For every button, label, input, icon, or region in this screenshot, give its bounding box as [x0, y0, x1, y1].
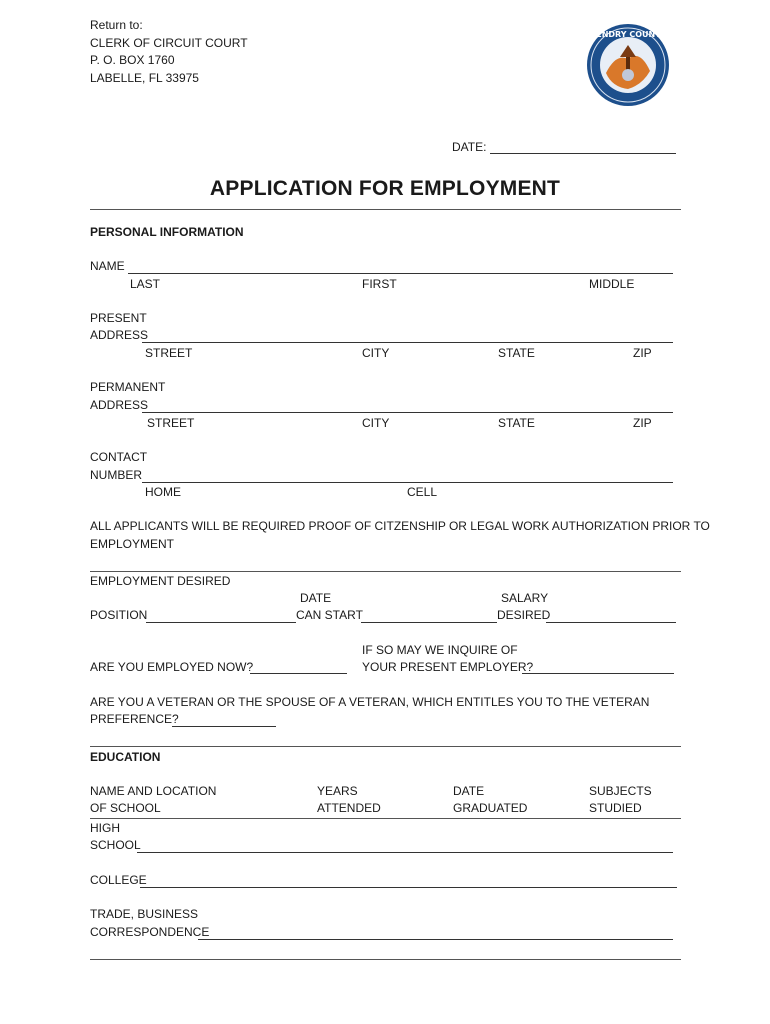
edu-col-school-2: OF SCHOOL	[90, 801, 161, 815]
edu-col-years-2: ATTENDED	[317, 801, 381, 815]
page-title: APPLICATION FOR EMPLOYMENT	[209, 177, 561, 200]
present-city-label: CITY	[362, 346, 390, 360]
edu-col-graduated-2: GRADUATED	[453, 801, 528, 815]
present-address-label-1: PRESENT	[90, 311, 147, 325]
return-city: LABELLE, FL 33975	[90, 71, 199, 85]
permanent-street-label: STREET	[147, 416, 195, 430]
college-field[interactable]	[140, 887, 677, 888]
return-po-box: P. O. BOX 1760	[90, 53, 175, 67]
present-state-label: STATE	[498, 346, 535, 360]
education-header-divider	[90, 818, 681, 819]
county-seal-logo	[586, 23, 670, 107]
name-label: NAME	[90, 259, 125, 273]
section-divider	[90, 571, 681, 572]
trade-label-1: TRADE, BUSINESS	[90, 907, 199, 921]
can-start-field[interactable]	[361, 622, 497, 623]
date-label: DATE:	[452, 140, 487, 154]
can-start-label: CAN START	[296, 608, 363, 622]
high-school-field[interactable]	[137, 852, 673, 853]
salary-desired-field[interactable]	[546, 622, 676, 623]
personal-heading: PERSONAL INFORMATION	[90, 225, 244, 239]
name-last-label: LAST	[130, 277, 161, 291]
date-field[interactable]	[490, 153, 676, 154]
contact-cell-label: CELL	[407, 485, 438, 499]
bottom-divider	[90, 959, 681, 960]
contact-label-1: CONTACT	[90, 450, 148, 464]
inquire-question-2: YOUR PRESENT EMPLOYER?	[362, 660, 534, 674]
high-school-label-1: HIGH	[90, 821, 120, 835]
present-zip-label: ZIP	[633, 346, 652, 360]
veteran-preference-field[interactable]	[172, 726, 276, 727]
name-first-label: FIRST	[362, 277, 397, 291]
edu-col-years-1: YEARS	[317, 784, 358, 798]
veteran-question-2: PREFERENCE?	[90, 712, 179, 726]
permanent-address-field[interactable]	[142, 412, 673, 413]
employment-heading: EMPLOYMENT DESIRED	[90, 574, 231, 588]
employed-now-field[interactable]	[250, 673, 347, 674]
inquire-employer-field[interactable]	[522, 673, 674, 674]
present-street-label: STREET	[145, 346, 193, 360]
contact-number-field[interactable]	[142, 482, 673, 483]
citizenship-notice-2: EMPLOYMENT	[90, 537, 175, 551]
permanent-address-label-1: PERMANENT	[90, 380, 166, 394]
section-divider	[90, 746, 681, 747]
salary-desired-top: SALARY	[501, 591, 549, 605]
edu-col-subjects-2: STUDIED	[589, 801, 642, 815]
employed-now-question: ARE YOU EMPLOYED NOW?	[90, 660, 254, 674]
date-can-start-top: DATE	[300, 591, 332, 605]
position-field[interactable]	[146, 622, 296, 623]
contact-home-label: HOME	[145, 485, 181, 499]
name-field[interactable]	[128, 273, 673, 274]
trade-label-2: CORRESPONDENCE	[90, 925, 210, 939]
permanent-zip-label: ZIP	[633, 416, 652, 430]
edu-col-graduated-1: DATE	[453, 784, 485, 798]
education-heading: EDUCATION	[90, 750, 161, 764]
edu-col-school-1: NAME AND LOCATION	[90, 784, 217, 798]
veteran-question-1: ARE YOU A VETERAN OR THE SPOUSE OF A VETERAN, WHICH ENTITLES YOU TO THE VETERAN	[90, 695, 650, 709]
desired-label: DESIRED	[497, 608, 551, 622]
permanent-state-label: STATE	[498, 416, 535, 430]
permanent-address-label-2: ADDRESS	[90, 398, 149, 412]
return-office: CLERK OF CIRCUIT COURT	[90, 36, 248, 50]
trade-school-field[interactable]	[198, 939, 673, 940]
present-address-label-2: ADDRESS	[90, 328, 149, 342]
title-divider	[90, 209, 681, 210]
position-label: POSITION	[90, 608, 148, 622]
return-to-label: Return to:	[90, 18, 143, 32]
contact-label-2: NUMBER	[90, 468, 143, 482]
college-label: COLLEGE	[90, 873, 147, 887]
seal-text: HENDRY COUNTY	[589, 30, 667, 39]
permanent-city-label: CITY	[362, 416, 390, 430]
inquire-question-1: IF SO MAY WE INQUIRE OF	[362, 643, 518, 657]
edu-col-subjects-1: SUBJECTS	[589, 784, 652, 798]
citizenship-notice-1: ALL APPLICANTS WILL BE REQUIRED PROOF OF CITZENSHIP OR LEGAL WORK AUTHORIZATION PRIOR TO	[90, 519, 710, 533]
name-middle-label: MIDDLE	[589, 277, 635, 291]
present-address-field[interactable]	[142, 342, 673, 343]
high-school-label-2: SCHOOL	[90, 838, 141, 852]
